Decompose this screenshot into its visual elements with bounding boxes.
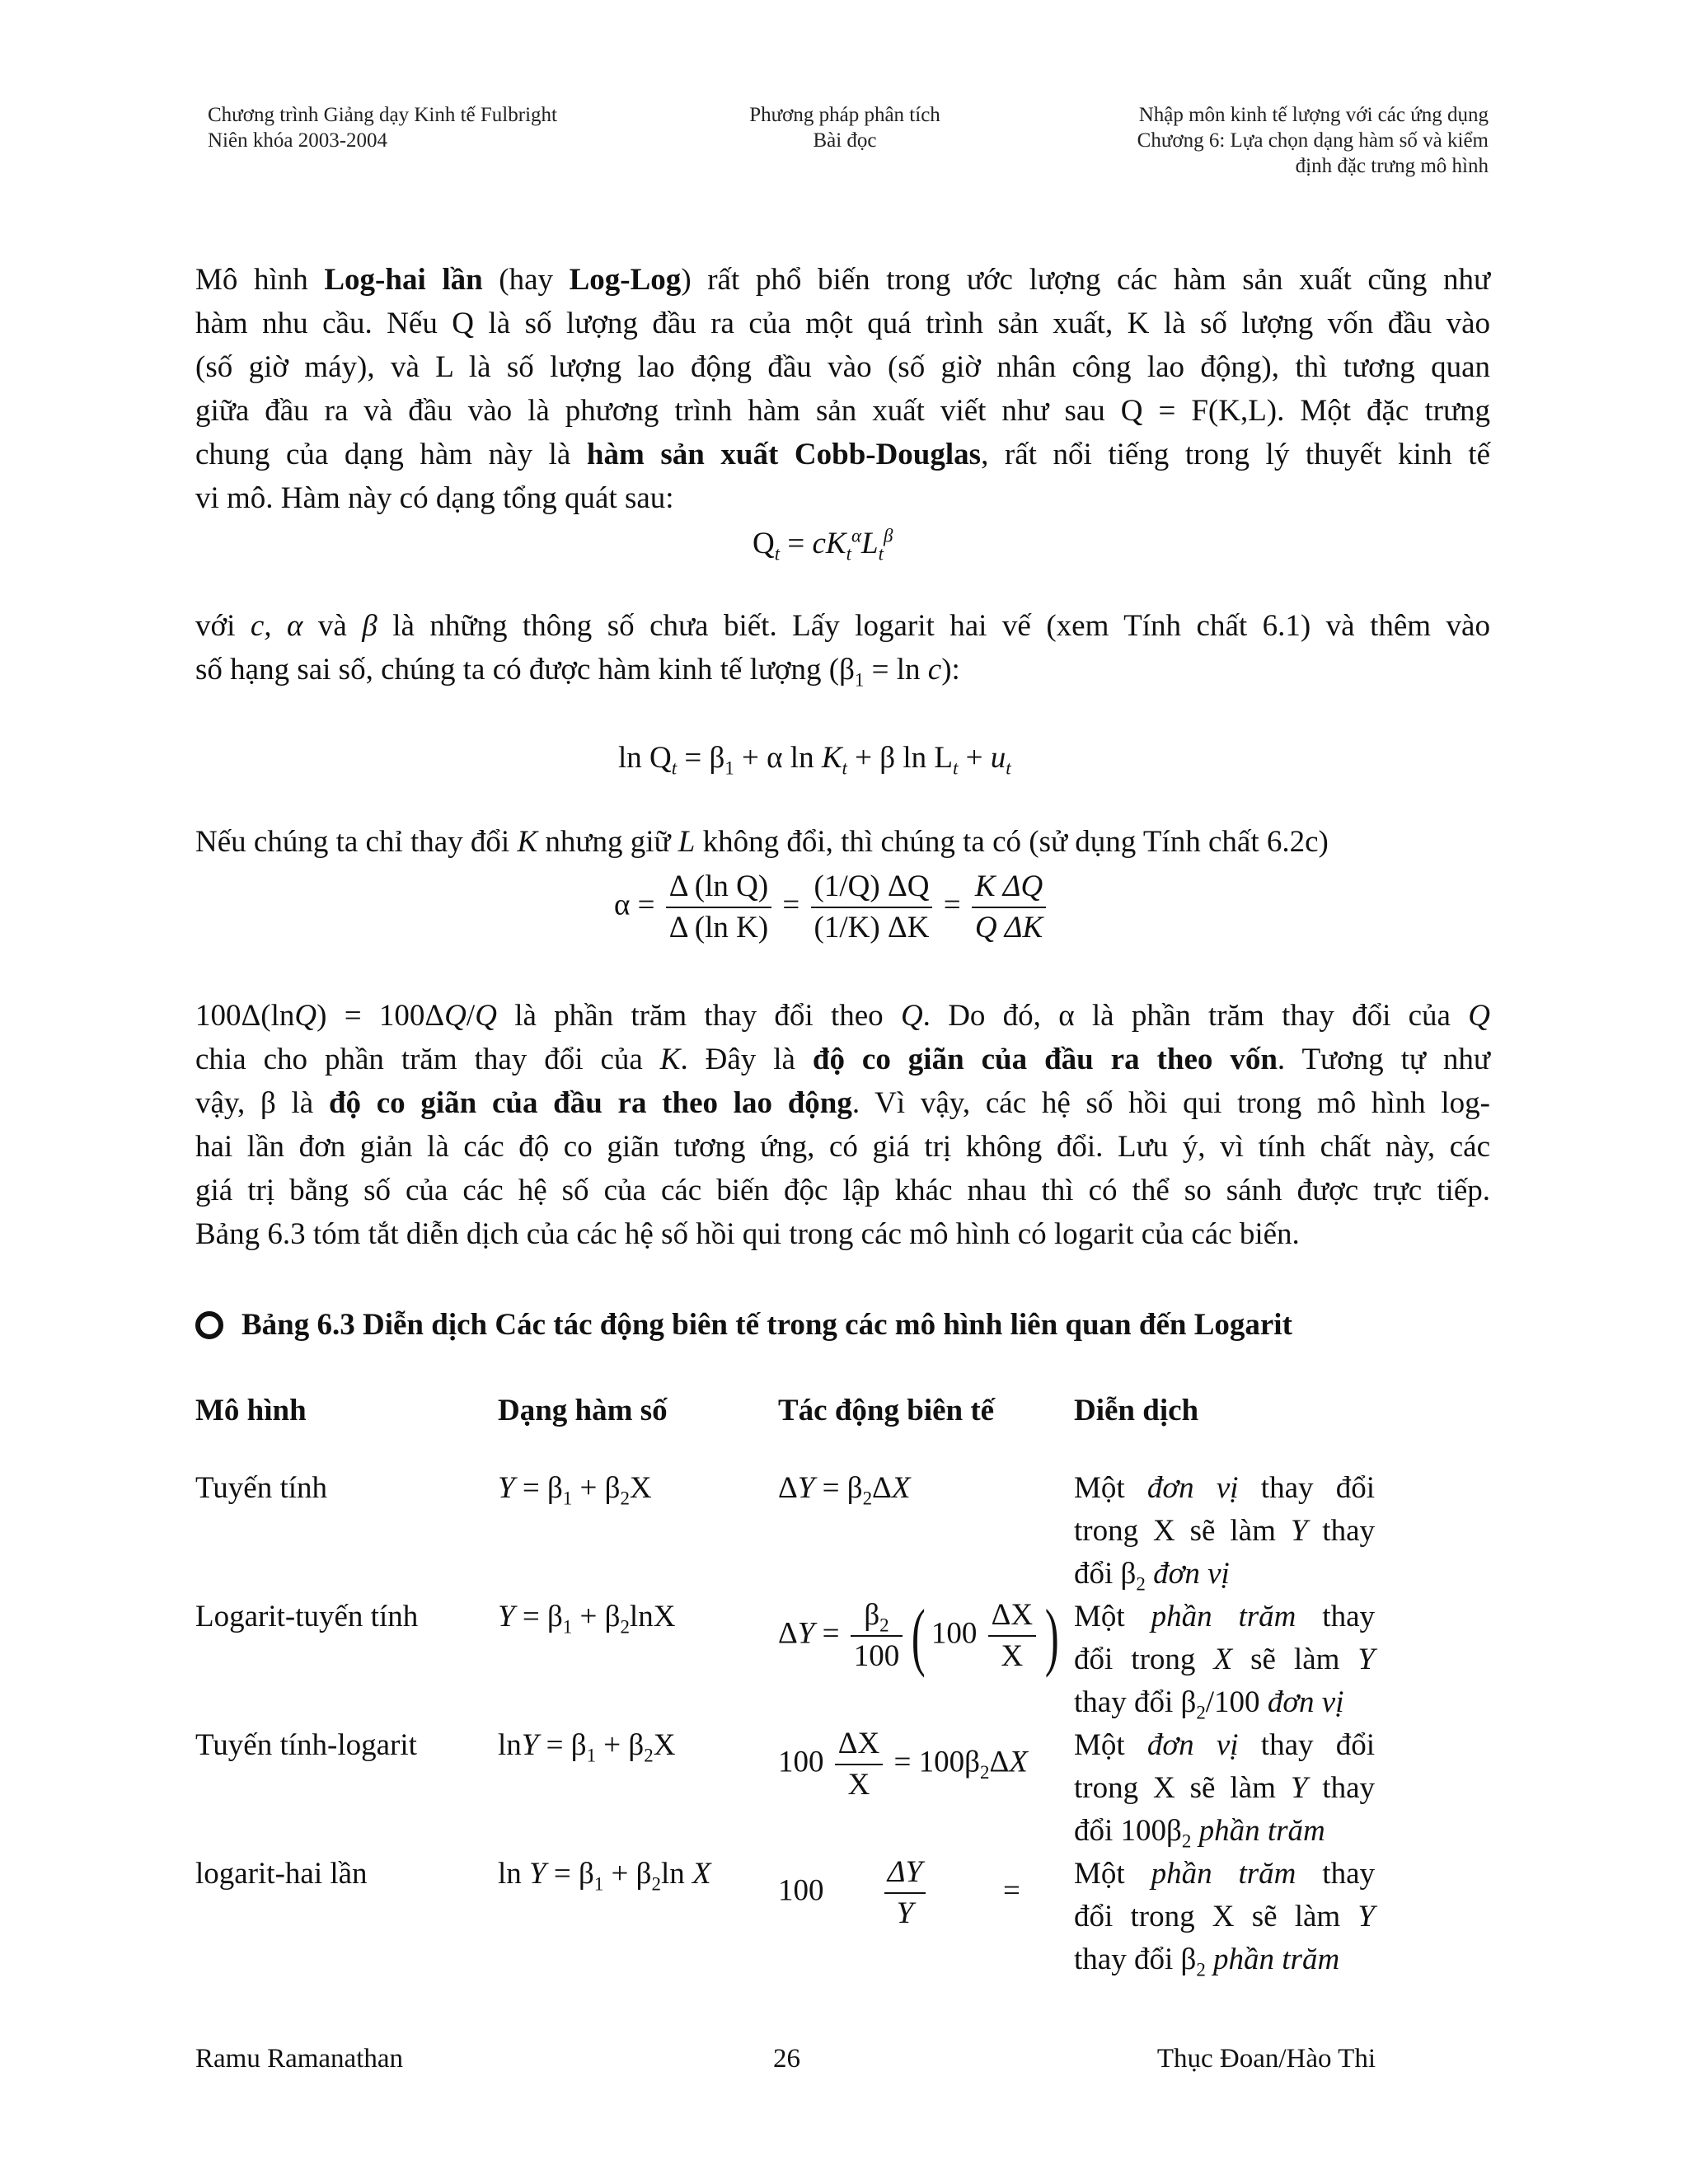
text-line: 100Δ(lnQ) = 100ΔQ/Q là phần trăm thay đổi theo Q. Do đó, α là phần trăm thay đổi của Q <box>195 999 1490 1033</box>
text-line: giữa đầu ra và đầu vào là phương trình hàm sản xuất viết như sau Q = F(K,L). Một đặc trưng <box>195 394 1490 428</box>
paragraph-elasticity-explained <box>195 994 1490 1256</box>
table-title: Bảng 6.3 Diễn dịch Các tác động biên tế trong các mô hình liên quan đến Logarit <box>195 1307 1292 1343</box>
text-line: chia cho phần trăm thay đổi của K. Đây là độ co giãn của đầu ra theo vốn. Tương tự như <box>195 1043 1490 1076</box>
fraction: $\frac{\text{Δ (ln Q)}}{\text{Δ (ln K)}}$ <box>666 867 771 948</box>
table-cell-effect: 100 $\frac{\Delta X}{X}$ = $100\beta_2\Delta X$ <box>778 1724 1028 1805</box>
header-reading: Bài đọc <box>813 129 877 152</box>
table-cell-model: Tuyến tính <box>195 1471 328 1505</box>
table-cell-effect: ΔY = $\frac{\beta_2}{100}$ ( 100 $\frac{\Delta X}{X}$ ) <box>778 1594 1059 1678</box>
footer-author: Ramu Ramanathan <box>195 2044 404 2074</box>
footer-translators: Thục Đoan/Hào Thi <box>1156 2044 1376 2074</box>
header-center <box>709 102 981 153</box>
paragraph-loglog-intro <box>195 258 1490 520</box>
equation-log-production: $\ln Q_t = \beta_1 + \alpha$ $\ln K_t + \beta$ $\ln L_t + u_t$ <box>618 741 1011 779</box>
text-line: (số giờ máy), và L là số lượng lao động đầu vào (số giờ nhân công lao động), thì tương quan <box>195 350 1490 384</box>
text-line: hai lần đơn giản là các độ co giãn tương ứng, có giá trị không đổi. Lưu ý, vì tính chất này, các <box>195 1130 1490 1164</box>
text-line: Nếu chúng ta chỉ thay đổi K nhưng giữ L không đổi, thì chúng ta có (sử dụng Tính chất 6.2c) <box>195 825 1329 859</box>
table-cell-interpretation: Một phần trăm thay đổi trong X sẽ làm Y thay đổi $\beta_2/100$ đơn vị <box>1074 1600 1376 1723</box>
header-year: Niên khóa 2003-2004 <box>208 129 388 152</box>
header-left <box>208 102 702 153</box>
fraction: $\frac{\text{K ΔQ}}{\text{Q ΔK}}$ <box>972 867 1046 948</box>
bullet-circle-icon <box>195 1311 223 1339</box>
header-program: Chương trình Giảng dạy Kinh tế Fulbright <box>208 104 557 126</box>
table-cell-effect: $\Delta Y = \beta_2\Delta X$ <box>778 1471 911 1509</box>
table-cell-interpretation: Một đơn vị thay đổi trong X sẽ làm Y thay đổi $\beta_2$ đơn vị <box>1074 1471 1376 1595</box>
table-cell-effect: 100 $\frac{\Delta Y}{Y}$ = <box>778 1853 1050 1933</box>
header-chapter: Chương 6: Lựa chọn dạng hàm số và kiểm <box>1137 129 1489 152</box>
header-chapter-cont: định đặc trưng mô hình <box>1295 155 1489 177</box>
table-cell-form: $\ln Y = \beta_1 + \beta_2\ln$ X <box>498 1857 711 1895</box>
text-line: Mô hình Log-hai lần (hay Log-Log) rất phổ biến trong ước lượng các hàm sản xuất cũng như <box>195 263 1490 297</box>
paragraph-vary-k <box>195 820 1490 864</box>
table-cell-form: $Y = \beta_1 + \beta_2X$ <box>498 1471 652 1509</box>
table-cell-interpretation: Một đơn vị thay đổi trong X sẽ làm Y thay đổi $100\beta_2$ phần trăm <box>1074 1728 1376 1852</box>
equation-elasticity: α = $\frac{\text{Δ (ln Q)}}{\text{Δ (ln K)}}$ = $\frac{(1/Q) \Delta Q}{(1/K) \Delta K}$ = $\frac{\text{K ΔQ}}{\text{Q ΔK}}$ <box>614 867 1049 948</box>
text-line: với c, α và β là những thông số chưa biết. Lấy logarit hai vế (xem Tính chất 6.1) và thêm vào <box>195 609 1490 643</box>
table-header-model: Mô hình <box>195 1394 307 1427</box>
header-book: Nhập môn kinh tế lượng với các ứng dụng <box>1138 104 1489 126</box>
paragraph-log-transform <box>195 604 1490 691</box>
header-course: Phương pháp phân tích <box>749 104 940 126</box>
page-number: 26 <box>773 2044 800 2074</box>
table-cell-form: $Y = \beta_1 + \beta_2\ln X$ <box>498 1600 676 1638</box>
header-right <box>1063 102 1489 179</box>
text-line: Bảng 6.3 tóm tắt diễn dịch của các hệ số hồi qui trong các mô hình có logarit của các biến. <box>195 1217 1300 1251</box>
text-line: vi mô. Hàm này có dạng tổng quát sau: <box>195 481 674 515</box>
table-cell-model: Tuyến tính-logarit <box>195 1728 417 1762</box>
text-line: số hạng sai số, chúng ta có được hàm kinh tế lượng $(\beta_1 = \ln c)$: <box>195 653 960 691</box>
fraction: $\frac{(1/Q) \Delta Q}{(1/K) \Delta K}$ <box>811 867 933 948</box>
text-line: hàm nhu cầu. Nếu Q là số lượng đầu ra của một quá trình sản xuất, K là số lượng vốn đầu vào <box>195 307 1490 340</box>
text-line: chung của dạng hàm này là hàm sản xuất Cobb-Douglas, rất nổi tiếng trong lý thuyết kinh tế <box>195 438 1490 471</box>
text-line: vậy, β là độ co giãn của đầu ra theo lao động. Vì vậy, các hệ số hồi qui trong mô hình log- <box>195 1086 1491 1120</box>
table-header-interpretation: Diễn dịch <box>1074 1394 1199 1427</box>
table-cell-form: $\ln Y = \beta_1 + \beta_2X$ <box>498 1728 676 1766</box>
table-cell-interpretation: Một phần trăm thay đổi trong X sẽ làm Y thay đổi $\beta_2$ phần trăm <box>1074 1857 1376 1980</box>
table-cell-model: Logarit-tuyến tính <box>195 1600 419 1633</box>
table-header-effect: Tác động biên tế <box>778 1394 995 1427</box>
equation-cobb-douglas: $Q_t = cK_t^\alpha L_t^\beta$ <box>753 525 893 565</box>
table-header-form: Dạng hàm số <box>498 1394 668 1427</box>
table-cell-model: logarit-hai lần <box>195 1857 368 1891</box>
text-line: giá trị bằng số của các hệ số của các biến độc lập khác nhau thì có thể so sánh được trực tiếp. <box>195 1174 1490 1207</box>
